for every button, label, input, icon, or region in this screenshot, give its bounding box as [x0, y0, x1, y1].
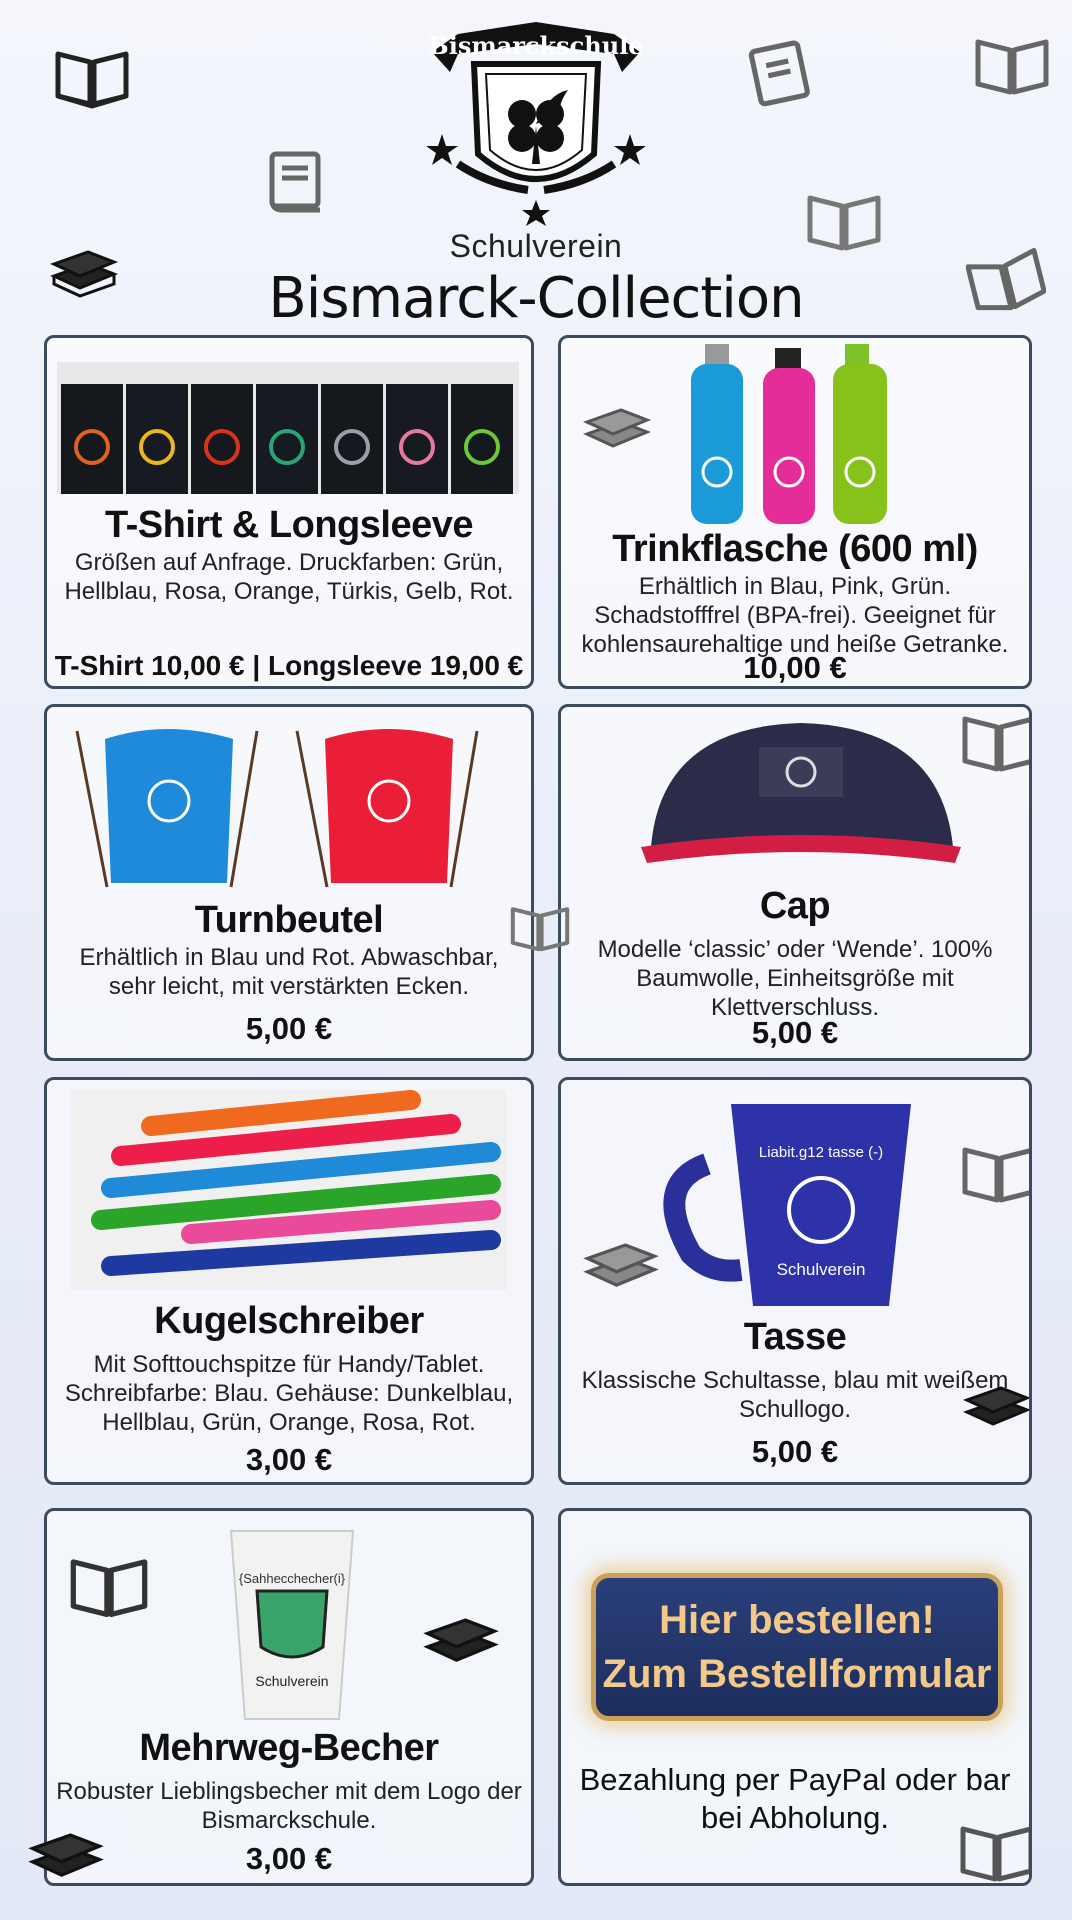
product-name: Kugelschreiber — [154, 1300, 424, 1342]
product-price: 10,00 € — [743, 650, 847, 685]
cup-print-bottom: Schulverein — [255, 1673, 329, 1689]
product-name: Trinkflasche (600 ml) — [612, 528, 978, 570]
book-stack-icon — [961, 1372, 1032, 1438]
product-description: Robuster Lieblingsbecher mit dem Logo der Bismarckschule. — [56, 1778, 522, 1834]
product-price: T-Shirt 10,00 € | Longsleeve 19,00 € — [54, 650, 524, 681]
product-description: Erhältlich in Blau und Rot. Abwaschbar, sehr leicht, mit verstärkten Ecken. — [79, 944, 499, 1000]
crest-school-name: Bismarckschule — [428, 31, 644, 60]
product-name: Tasse — [743, 1316, 847, 1358]
book-stack-icon — [421, 1601, 501, 1677]
book-stack-icon — [581, 394, 653, 460]
book-stack-icon — [26, 1816, 106, 1892]
school-crest-logo — [418, 14, 654, 226]
product-price: 3,00 € — [245, 1841, 333, 1876]
product-card-cap — [558, 704, 1032, 1061]
product-price: 3,00 € — [245, 1442, 333, 1477]
mug-print-top: Liabit.g12 tasse (-) — [758, 1144, 884, 1161]
cap-image — [641, 717, 961, 885]
product-card-tshirt — [44, 335, 534, 689]
open-book-icon — [959, 1136, 1032, 1206]
order-form-button[interactable] — [591, 1573, 1003, 1721]
gym-bags-image — [71, 721, 511, 897]
order-button-line2: Zum Bestellformular — [602, 1652, 992, 1696]
product-card-bottle — [558, 335, 1032, 689]
cup-print-top: {Sahhecchecher(i} — [238, 1571, 346, 1586]
payment-note: Bezahlung per PayPal oder bar bei Abholung. — [579, 1762, 1011, 1835]
product-card-mug — [558, 1077, 1032, 1485]
product-name: Mehrweg-Becher — [139, 1727, 439, 1769]
organization-name: Schulverein — [449, 228, 623, 264]
product-name: T-Shirt & Longsleeve — [105, 504, 473, 546]
product-price: 5,00 € — [751, 1434, 839, 1469]
product-description: Erhältlich in Blau, Pink, Grün. Schadstofffrel (BPA-frei). Geeignet für kohlensaurehaltige und heiße Getranke. — [581, 573, 1009, 658]
book-stack-icon — [581, 1226, 661, 1302]
product-name: Cap — [759, 885, 831, 927]
product-card-cup — [44, 1508, 534, 1886]
product-description: Klassische Schultasse, blau mit weißem Schullogo. — [581, 1367, 1009, 1423]
bottles-image — [687, 342, 911, 526]
open-book-icon — [67, 1547, 151, 1621]
product-price: 5,00 € — [751, 1015, 839, 1050]
mug-image — [661, 1094, 931, 1314]
product-description: Größen auf Anfrage. Druckfarben: Grün, Hellblau, Rosa, Orange, Türkis, Gelb, Rot. — [64, 549, 514, 605]
open-book-icon — [959, 705, 1032, 775]
cup-image — [227, 1527, 357, 1723]
pens-image — [71, 1090, 507, 1290]
product-name: Turnbeutel — [194, 899, 384, 941]
product-card-pen — [44, 1077, 534, 1485]
open-book-icon — [508, 898, 572, 954]
header — [0, 0, 1072, 330]
tshirts-image — [57, 362, 519, 494]
mug-print-bottom: Schulverein — [776, 1260, 866, 1279]
page-title: Bismarck-Collection — [268, 266, 804, 331]
order-button-line1: Hier bestellen! — [659, 1598, 935, 1642]
open-book-icon — [957, 1815, 1032, 1885]
order-card — [558, 1508, 1032, 1886]
product-description: Mit Softtouchspitze für Handy/Tablet. Schreibfarbe: Blau. Gehäuse: Dunkelblau, Hellblau, Grün, Orange, Rosa, Rot. — [64, 1351, 514, 1436]
product-description: Modelle ‘classic’ oder ‘Wende’. 100% Baumwolle, Einheitsgröße mit Klettverschluss. — [597, 936, 993, 1021]
product-price: 5,00 € — [245, 1011, 333, 1046]
product-card-bag — [44, 704, 534, 1061]
